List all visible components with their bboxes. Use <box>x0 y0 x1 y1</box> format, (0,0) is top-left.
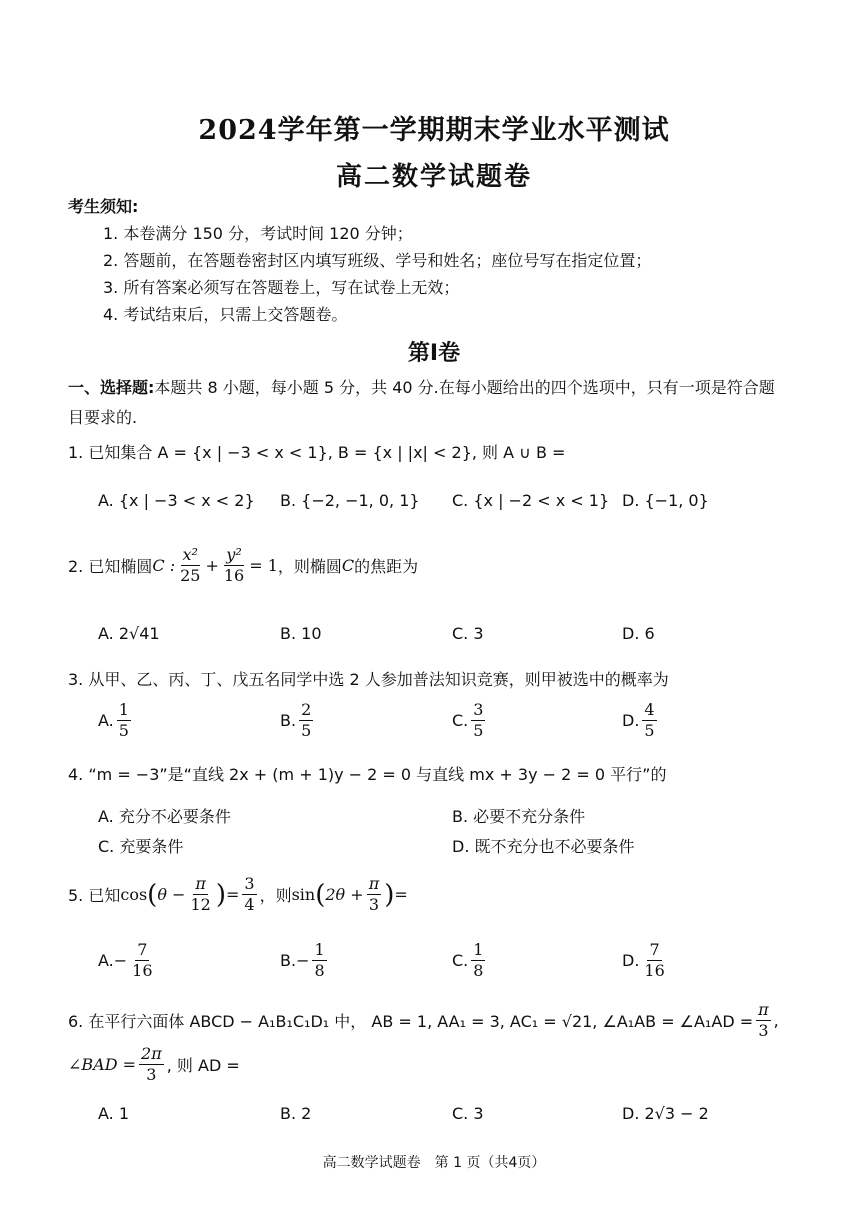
question-2-option-b: B. 10 <box>280 624 322 643</box>
q5-two-theta-plus: 2θ + <box>325 885 364 904</box>
question-6-option-c: C. 3 <box>452 1104 484 1123</box>
q5-fraction-a <box>130 940 154 981</box>
exam-subtitle: 高二数学试题卷 <box>335 162 532 192</box>
q6-f2-num: 2π <box>141 1044 162 1063</box>
q2-tail: 的焦距为 <box>354 557 419 576</box>
q5-den-b: 8 <box>314 961 325 980</box>
question-4-option-b: B. 必要不充分条件 <box>452 807 586 826</box>
question-3-option-b <box>280 700 316 741</box>
question-6-line-2 <box>68 1044 240 1085</box>
notice-item: 2. 答题前，在答题卷密封区内填写班级、学号和姓名；座位号写在指定位置； <box>103 251 652 270</box>
q5-fraction-b <box>312 940 326 981</box>
q3-num-a: 1 <box>118 700 129 719</box>
q3-label-a: A. <box>98 711 114 730</box>
question-1-option-a: A. {x | −3 < x < 2} <box>98 491 255 510</box>
question-4-option-c: C. 充要条件 <box>98 837 184 856</box>
notice-item: 1. 本卷满分 150 分，考试时间 120 分钟； <box>103 224 413 243</box>
notice-item: 3. 所有答案必须写在答题卷上，写在试卷上无效； <box>103 278 460 297</box>
section-text: 本题共 8 小题，每小题 5 分，共 40 分.在每小题给出的四个选项中，只有一项是符合题目要求的. <box>68 378 775 427</box>
q3-den-a: 5 <box>118 721 129 740</box>
question-1-option-c: C. {x | −2 < x < 1} <box>452 491 610 510</box>
q2-eq: = 1 <box>249 556 278 575</box>
q2-ellipse-name-2: C <box>341 556 355 575</box>
q3-fraction-d <box>642 700 656 741</box>
q3-den-c: 5 <box>473 721 484 740</box>
section-label: 一、选择题: <box>68 378 155 397</box>
q5-mid: ，则 <box>259 886 292 905</box>
question-5-option-b <box>280 940 330 981</box>
q3-label-c: C. <box>452 711 469 730</box>
q5-den-d: 16 <box>644 961 665 980</box>
q5-num-b: 1 <box>314 940 325 959</box>
q5-fraction-pi-12 <box>188 874 212 915</box>
notice-item: 4. 考试结束后，只需上交答题卷。 <box>103 305 348 324</box>
q5-eq: = <box>225 885 240 904</box>
q3-den-b: 5 <box>301 721 312 740</box>
q5-pi: π <box>195 874 206 893</box>
q5-num-c: 1 <box>473 940 484 959</box>
q5-pre: 5. 已知 <box>68 886 121 905</box>
q6-f1-num: π <box>758 1000 769 1019</box>
question-4-option-a: A. 充分不必要条件 <box>98 807 231 826</box>
q2-fx-den: 25 <box>180 566 201 585</box>
page-footer: 高二数学试题卷 第 1 页（共4页） <box>322 1155 546 1171</box>
q6-line1-text: 6. 在平行六面体 ABCD − A₁B₁C₁D₁ 中， AB = 1, AA₁ = 3, AC₁ = √21, ∠A₁AB = ∠A₁AD = <box>68 1012 754 1031</box>
q2-post: ，则椭圆 <box>277 557 342 576</box>
q5-theta-minus: θ − <box>157 885 186 904</box>
q3-num-b: 2 <box>301 700 312 719</box>
question-6-option-b: B. 2 <box>280 1104 312 1123</box>
question-5-option-d <box>622 940 670 981</box>
q6-f2-den: 3 <box>146 1065 157 1084</box>
q3-fraction-b <box>299 700 313 741</box>
q5-fraction-pi-3 <box>367 874 382 915</box>
question-2-option-c: C. 3 <box>452 624 484 643</box>
q6-fraction-pi-3 <box>756 1000 771 1041</box>
question-5-stem: 5. 已知 cos ( θ − $\frac{\pi}{12}$ ) = $\frac{3}{4}$ ，则 sin ( 2θ + $\frac{\pi}{3}$ ) = <box>68 874 408 914</box>
q3-fraction-a <box>117 700 131 741</box>
q6-f1-den: 3 <box>758 1021 769 1040</box>
question-5-option-a <box>98 940 158 981</box>
question-2-option-d: D. 6 <box>622 624 655 643</box>
question-6-option-d: D. 2√3 − 2 <box>622 1104 709 1123</box>
q5-twelve: 12 <box>190 895 211 914</box>
question-1-stem: 1. 已知集合 A = {x | −3 < x < 1}, B = {x | |x| < 2}, 则 A ∪ B = <box>68 443 566 462</box>
q5-label-c: C. <box>452 951 469 970</box>
q3-label-d: D. <box>622 711 640 730</box>
question-1-option-b: B. {−2, −1, 0, 1} <box>280 491 420 510</box>
q6-fraction-2pi-3 <box>139 1044 164 1085</box>
question-4-option-d: D. 既不充分也不必要条件 <box>452 837 635 856</box>
q2-pre: 2. 已知椭圆 <box>68 557 153 576</box>
q5-fraction-d <box>642 940 666 981</box>
q3-fraction-c <box>471 700 485 741</box>
question-1-option-d: D. {−1, 0} <box>622 491 709 510</box>
q6-line2-pre: ∠BAD = <box>68 1055 137 1074</box>
question-3-stem: 3. 从甲、乙、丙、丁、戊五名同学中选 2 人参加普法知识竞赛，则甲被选中的概率为 <box>68 670 669 689</box>
q2-fx-num: x² <box>182 545 198 564</box>
q5-fraction-c <box>471 940 485 981</box>
q3-num-c: 3 <box>473 700 484 719</box>
q2-fy-num: y² <box>226 545 242 564</box>
q3-label-b: B. <box>280 711 297 730</box>
q6-comma: , <box>773 1011 779 1030</box>
q5-pi-2: π <box>368 874 380 893</box>
question-3-option-c <box>452 700 488 741</box>
question-3-option-a <box>98 700 134 741</box>
question-5-option-c <box>452 940 488 981</box>
q2-ellipse-name: C : <box>152 556 176 575</box>
q5-label-b: B. <box>280 951 297 970</box>
question-2-option-a: A. 2√41 <box>98 624 160 643</box>
q5-fraction-3-4 <box>242 874 256 915</box>
q5-den-a: 16 <box>132 961 153 980</box>
q3-den-d: 5 <box>644 721 655 740</box>
q5-three-2: 3 <box>368 895 380 914</box>
q5-label-d: D. <box>622 951 640 970</box>
volume-heading: 第Ⅰ卷 <box>407 341 461 366</box>
q2-fy-den: 16 <box>223 566 245 585</box>
q5-num-a: 7 <box>137 940 148 959</box>
notice-heading: 考生须知: <box>68 197 139 216</box>
q6-line2-post: , 则 AD = <box>166 1056 240 1075</box>
section-intro <box>68 373 788 433</box>
question-3-option-d <box>622 700 660 741</box>
q5-four: 4 <box>244 895 255 914</box>
q2-fraction-x <box>178 545 202 586</box>
q5-label-a: A. <box>98 951 114 970</box>
q5-sign-a: − <box>113 951 128 970</box>
question-6-option-a: A. 1 <box>98 1104 130 1123</box>
q5-sign-b: − <box>296 951 310 970</box>
question-6-line-1 <box>68 1000 779 1041</box>
q5-cos: cos <box>120 885 148 904</box>
question-2-stem: 2. 已知椭圆 C : $\frac{\text{x²}}{25}$ + $\frac{\text{y²}}{16}$ = 1 ，则椭圆 C 的焦距为 <box>68 545 419 585</box>
q3-num-d: 4 <box>644 700 655 719</box>
exam-title: 2024学年第一学期期末学业水平测试 <box>198 115 670 146</box>
q2-fraction-y <box>222 545 246 586</box>
question-4-stem: 4. “m = −3”是“直线 2x + (m + 1)y − 2 = 0 与直线 mx + 3y − 2 = 0 平行”的 <box>68 765 667 784</box>
q5-end: = <box>394 885 408 904</box>
q5-den-c: 8 <box>473 961 484 980</box>
q5-sin: sin <box>291 885 316 904</box>
q5-three: 3 <box>244 874 255 893</box>
q5-num-d: 7 <box>649 940 660 959</box>
